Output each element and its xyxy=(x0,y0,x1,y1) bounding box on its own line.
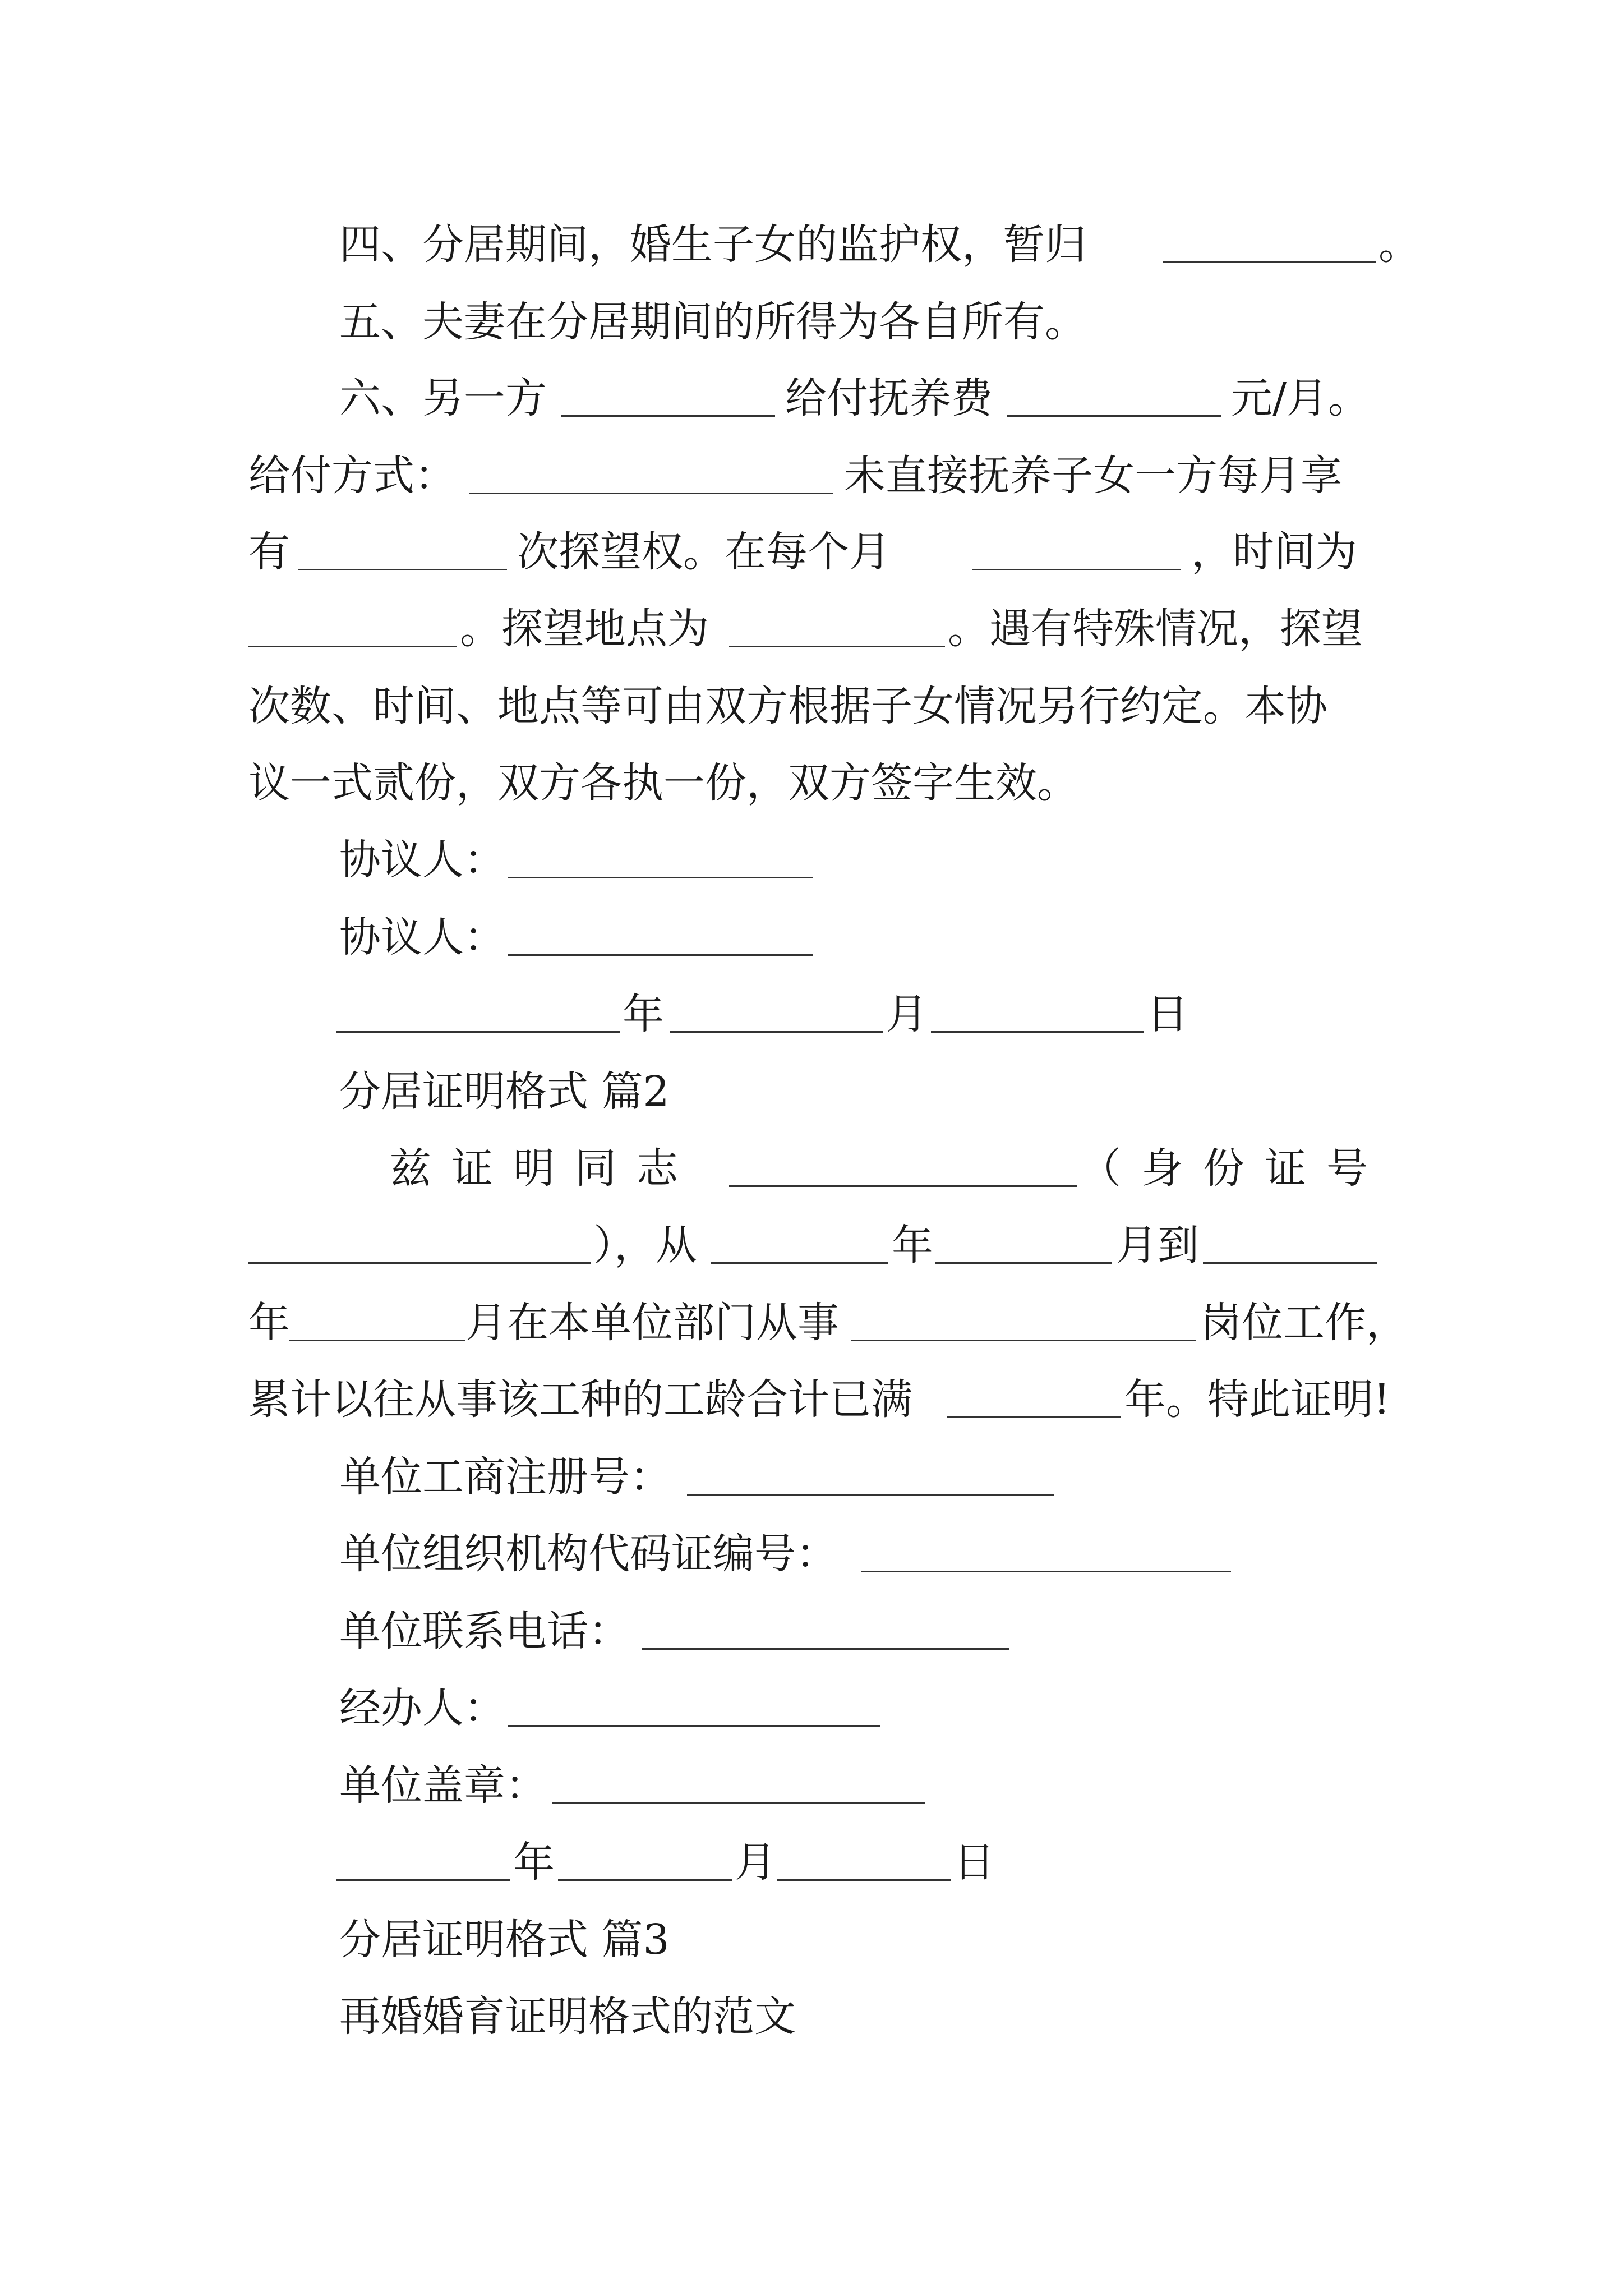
support-amount-blank[interactable] xyxy=(1007,415,1221,417)
work-years-blank[interactable] xyxy=(947,1416,1121,1418)
phone-blank[interactable] xyxy=(642,1648,1009,1650)
clause-5-line xyxy=(0,280,1623,364)
day-label: 日 xyxy=(953,1838,995,1887)
signer-line-2 xyxy=(0,895,1623,979)
date-line-2 xyxy=(0,1820,1623,1904)
clause-6-text: 有 xyxy=(248,528,290,576)
registration-number-blank[interactable] xyxy=(687,1494,1054,1496)
certificate-text: 年。特此证明! xyxy=(1124,1375,1390,1424)
to-year-blank[interactable] xyxy=(1203,1262,1377,1264)
certificate-text: 月在本单位部门从事 xyxy=(465,1299,839,1347)
clause-4-end: 。 xyxy=(1378,220,1420,269)
field-label: 单位组织机构代码证编号： xyxy=(339,1530,837,1578)
certificate-line-2 xyxy=(0,1203,1623,1287)
seal-blank[interactable] xyxy=(552,1802,925,1804)
day-label: 日 xyxy=(1147,990,1188,1038)
section-3-heading: 分居证明格式 篇3 xyxy=(339,1916,670,1964)
id-number-blank[interactable] xyxy=(248,1262,591,1264)
certificate-line-1 xyxy=(0,1126,1623,1211)
field-label: 单位工商注册号： xyxy=(339,1453,671,1501)
signer-line-1 xyxy=(0,818,1623,902)
clause-6-text: 。探望地点为 xyxy=(460,605,709,653)
field-label: 经办人： xyxy=(339,1684,505,1732)
field-phone xyxy=(0,1589,1623,1673)
year-label: 年 xyxy=(623,990,664,1038)
clause-6-text: 六、另一方 xyxy=(339,374,547,422)
signer-2-blank[interactable] xyxy=(508,954,813,956)
day-blank[interactable] xyxy=(931,1031,1144,1033)
section-3-heading-line xyxy=(0,1898,1623,1982)
clause-6-text: 元/月。 xyxy=(1231,374,1370,422)
clause-4-text: 四、分居期间，婚生子女的监护权，暂归 xyxy=(339,220,1086,269)
clause-4-line xyxy=(0,203,1623,287)
clause-6-line-4 xyxy=(0,587,1623,671)
clause-6-text: 给付抚养费 xyxy=(785,374,993,422)
payment-method-blank[interactable] xyxy=(469,493,833,494)
date-line-1 xyxy=(0,972,1623,1056)
clause-6-text: 。遇有特殊情况，探望 xyxy=(948,605,1363,653)
visit-day-blank[interactable] xyxy=(972,569,1181,570)
month-label: 月 xyxy=(886,990,928,1038)
certificate-text: ），从 xyxy=(593,1221,697,1269)
certificate-text: 年 xyxy=(248,1299,290,1347)
guardian-blank[interactable] xyxy=(1163,261,1376,263)
clause-6-text: ，时间为 xyxy=(1191,528,1357,576)
from-year-blank[interactable] xyxy=(711,1262,888,1264)
year-blank[interactable] xyxy=(336,1879,510,1881)
field-org-code xyxy=(0,1512,1623,1596)
day-blank[interactable] xyxy=(777,1879,951,1881)
field-handler xyxy=(0,1666,1623,1750)
handler-blank[interactable] xyxy=(508,1725,880,1727)
clause-6-text: 次数、时间、地点等可由双方根据子女情况另行约定。本协 xyxy=(248,682,1327,730)
clause-5-text: 五、夫妻在分居期间的所得为各自所有。 xyxy=(339,298,1086,346)
year-blank[interactable] xyxy=(336,1031,620,1033)
visit-place-blank[interactable] xyxy=(729,646,945,647)
payer-blank[interactable] xyxy=(561,415,775,417)
certificate-line-4 xyxy=(0,1358,1623,1442)
month-blank[interactable] xyxy=(670,1031,883,1033)
section-3-subheading: 再婚婚育证明格式的范文 xyxy=(339,1993,796,2041)
field-registration-number xyxy=(0,1435,1623,1519)
visit-time-blank[interactable] xyxy=(248,646,457,647)
certificate-text: 兹证明同志 xyxy=(390,1144,698,1193)
clause-6-line-6 xyxy=(0,741,1623,825)
signer-label: 协议人： xyxy=(339,913,505,961)
name-blank[interactable] xyxy=(729,1185,1077,1187)
section-2-heading: 分居证明格式 篇2 xyxy=(339,1068,670,1116)
section-2-heading-line xyxy=(0,1050,1623,1134)
certificate-text: 累计以往从事该工种的工龄合计已满 xyxy=(248,1375,912,1424)
position-blank[interactable] xyxy=(851,1340,1196,1341)
clause-6-line-3 xyxy=(0,510,1623,594)
org-code-blank[interactable] xyxy=(861,1571,1231,1572)
month-blank[interactable] xyxy=(558,1879,732,1881)
visit-count-blank[interactable] xyxy=(298,569,507,570)
clause-6-text: 未直接抚养子女一方每月享 xyxy=(844,452,1342,500)
field-label: 单位盖章： xyxy=(339,1761,547,1810)
clause-6-text: 次探望权。在每个月 xyxy=(517,528,891,576)
clause-6-text: 给付方式： xyxy=(248,452,456,500)
certificate-text: 岗位工作， xyxy=(1200,1299,1408,1347)
clause-6-line-1 xyxy=(0,356,1623,440)
year-label: 年 xyxy=(513,1838,555,1887)
certificate-text: 月到 xyxy=(1116,1221,1199,1269)
certificate-line-3 xyxy=(0,1281,1623,1365)
signer-1-blank[interactable] xyxy=(508,877,813,878)
section-3-subheading-line xyxy=(0,1975,1623,2059)
signer-label: 协议人： xyxy=(339,836,505,884)
field-label: 单位联系电话： xyxy=(339,1607,630,1655)
month-label: 月 xyxy=(735,1838,776,1887)
certificate-text: （身份证号 xyxy=(1080,1144,1388,1193)
clause-6-line-5 xyxy=(0,664,1623,748)
from-month-blank[interactable] xyxy=(935,1262,1112,1264)
certificate-text: 年 xyxy=(892,1221,933,1269)
to-month-blank[interactable] xyxy=(289,1340,465,1341)
clause-6-text: 议一式贰份，双方各执一份，双方签字生效。 xyxy=(248,759,1078,807)
clause-6-line-2 xyxy=(0,434,1623,518)
field-seal xyxy=(0,1743,1623,1828)
